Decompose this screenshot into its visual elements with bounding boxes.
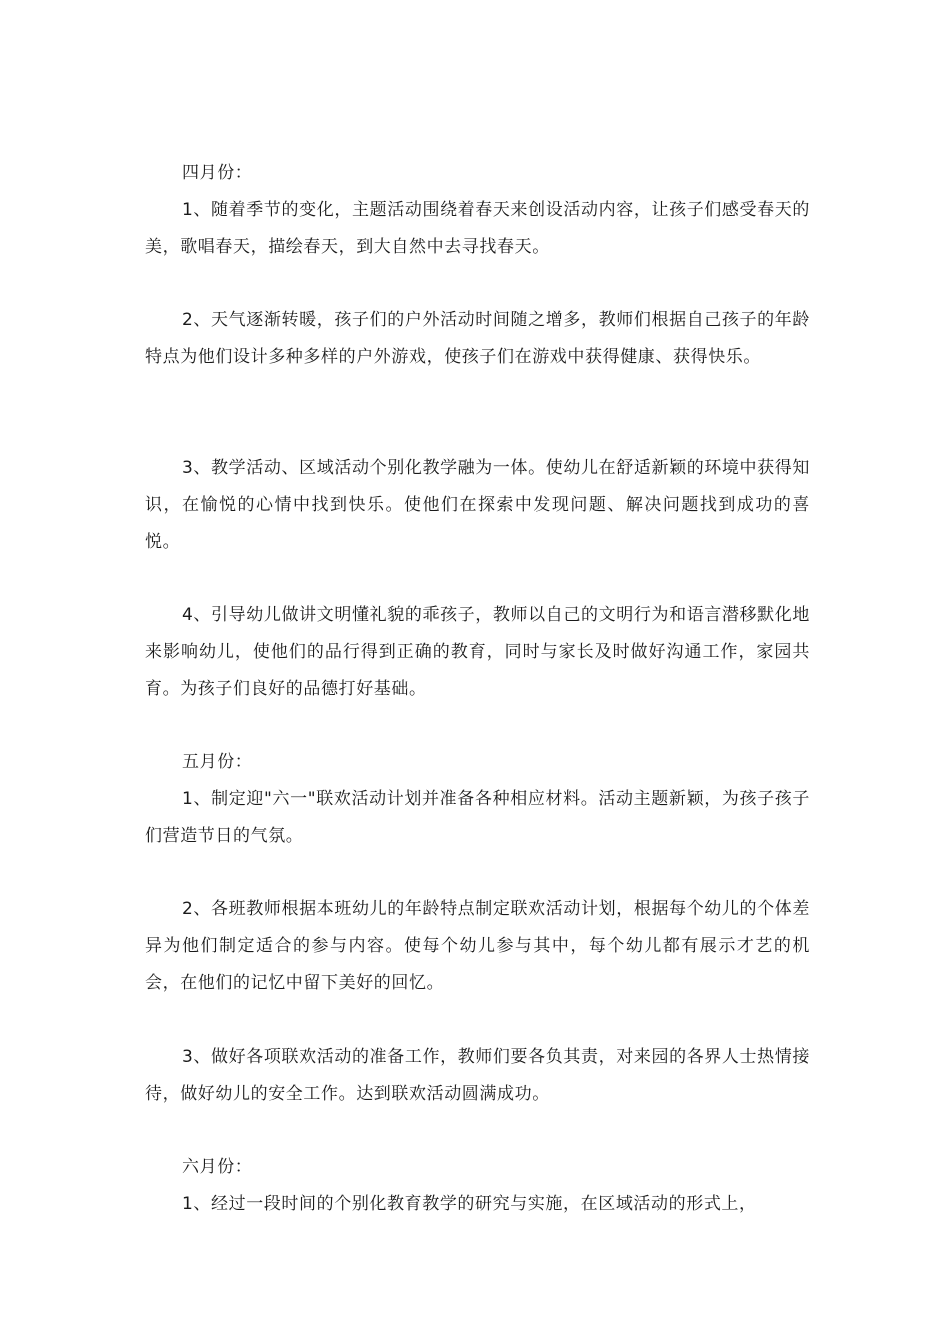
paragraph-april-2: 2、天气逐渐转暖，孩子们的户外活动时间随之增多，教师们根据自己孩子的年龄特点为他们设计多种多样的户外游戏，使孩子们在游戏中获得健康、获得快乐。 [145,310,810,367]
paragraph-may-1: 1、制定迎"六一"联欢活动计划并准备各种相应材料。活动主题新颖，为孩子孩子们营造节日的气氛。 [145,789,810,846]
paragraph-june-1: 1、经过一段时间的个别化教育教学的研究与实施，在区域活动的形式上， [182,1194,757,1214]
section-heading-may: 五月份： [182,752,253,772]
paragraph-may-3: 3、做好各项联欢活动的准备工作，教师们要各负其责，对来园的各界人士热情接待，做好幼儿的安全工作。达到联欢活动圆满成功。 [145,1047,810,1104]
paragraph-may-2: 2、各班教师根据本班幼儿的年龄特点制定联欢活动计划，根据每个幼儿的个体差异为他们制定适合的参与内容。使每个幼儿参与其中，每个幼儿都有展示才艺的机会，在他们的记忆中留下美好的回忆。 [145,899,810,993]
section-heading-june: 六月份： [182,1157,253,1177]
paragraph-april-1: 1、随着季节的变化，主题活动围绕着春天来创设活动内容，让孩子们感受春天的美，歌唱春天，描绘春天，到大自然中去寻找春天。 [145,200,810,257]
paragraph-april-4: 4、引导幼儿做讲文明懂礼貌的乖孩子，教师以自己的文明行为和语言潜移默化地来影响幼儿，使他们的品行得到正确的教育，同时与家长及时做好沟通工作，家园共育。为孩子们良好的品德打好基础。 [145,605,810,699]
section-heading-april: 四月份： [182,163,253,183]
paragraph-april-3: 3、教学活动、区域活动个别化教学融为一体。使幼儿在舒适新颖的环境中获得知识，在愉悦的心情中找到快乐。使他们在探索中发现问题、解决问题找到成功的喜悦。 [145,458,810,552]
